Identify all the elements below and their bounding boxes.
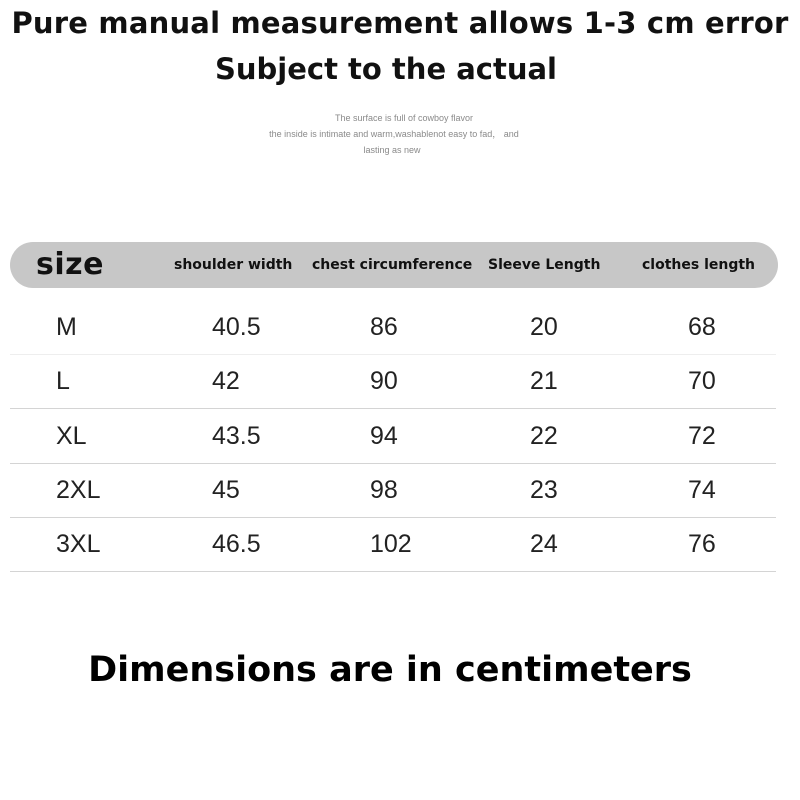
table-row [10, 517, 776, 572]
headline-measurement-error: Pure manual measurement allows 1-3 cm error [11, 6, 789, 40]
shoulder-width-cell: 45 [212, 476, 240, 504]
header-sleeve-length: Sleeve Length [488, 257, 601, 273]
header-chest-circumference: chest circumference [312, 257, 473, 273]
table-row [10, 300, 776, 355]
chest-circumference-cell: 86 [370, 313, 398, 341]
shoulder-width-cell: 40.5 [212, 313, 261, 341]
tagline-line-3: lasting as new [363, 145, 421, 155]
sleeve-length-cell: 22 [530, 422, 558, 450]
sleeve-length-cell: 21 [530, 367, 558, 395]
size-cell: 2XL [56, 476, 101, 504]
table-row [10, 409, 776, 464]
units-note: Dimensions are in centimeters [88, 650, 692, 690]
headline-subject-to-actual: Subject to the actual [215, 52, 557, 86]
tagline-line-1: The surface is full of cowboy flavor [334, 113, 474, 123]
chest-circumference-cell: 102 [370, 530, 412, 558]
shoulder-width-cell: 43.5 [212, 422, 261, 450]
chest-circumference-cell: 94 [370, 422, 398, 450]
clothes-length-cell: 74 [688, 476, 716, 504]
tagline-line-2: the inside is intimate and warm,washablenot easy to fad， and [269, 129, 519, 139]
size-cell: 3XL [56, 530, 101, 558]
chest-circumference-cell: 90 [370, 367, 398, 395]
shoulder-width-cell: 46.5 [212, 530, 261, 558]
clothes-length-cell: 76 [688, 530, 716, 558]
header-shoulder-width: shoulder width [174, 257, 293, 273]
table-row [10, 463, 776, 518]
clothes-length-cell: 70 [688, 367, 716, 395]
table-row [10, 354, 776, 409]
sleeve-length-cell: 20 [530, 313, 558, 341]
size-table-header [10, 242, 778, 288]
header-size: size [36, 247, 104, 282]
clothes-length-cell: 72 [688, 422, 716, 450]
clothes-length-cell: 68 [688, 313, 716, 341]
size-cell: M [56, 313, 77, 341]
size-cell: L [56, 367, 70, 395]
sleeve-length-cell: 24 [530, 530, 558, 558]
sleeve-length-cell: 23 [530, 476, 558, 504]
chest-circumference-cell: 98 [370, 476, 398, 504]
size-cell: XL [56, 422, 87, 450]
header-clothes-length: clothes length [642, 257, 756, 273]
shoulder-width-cell: 42 [212, 367, 240, 395]
